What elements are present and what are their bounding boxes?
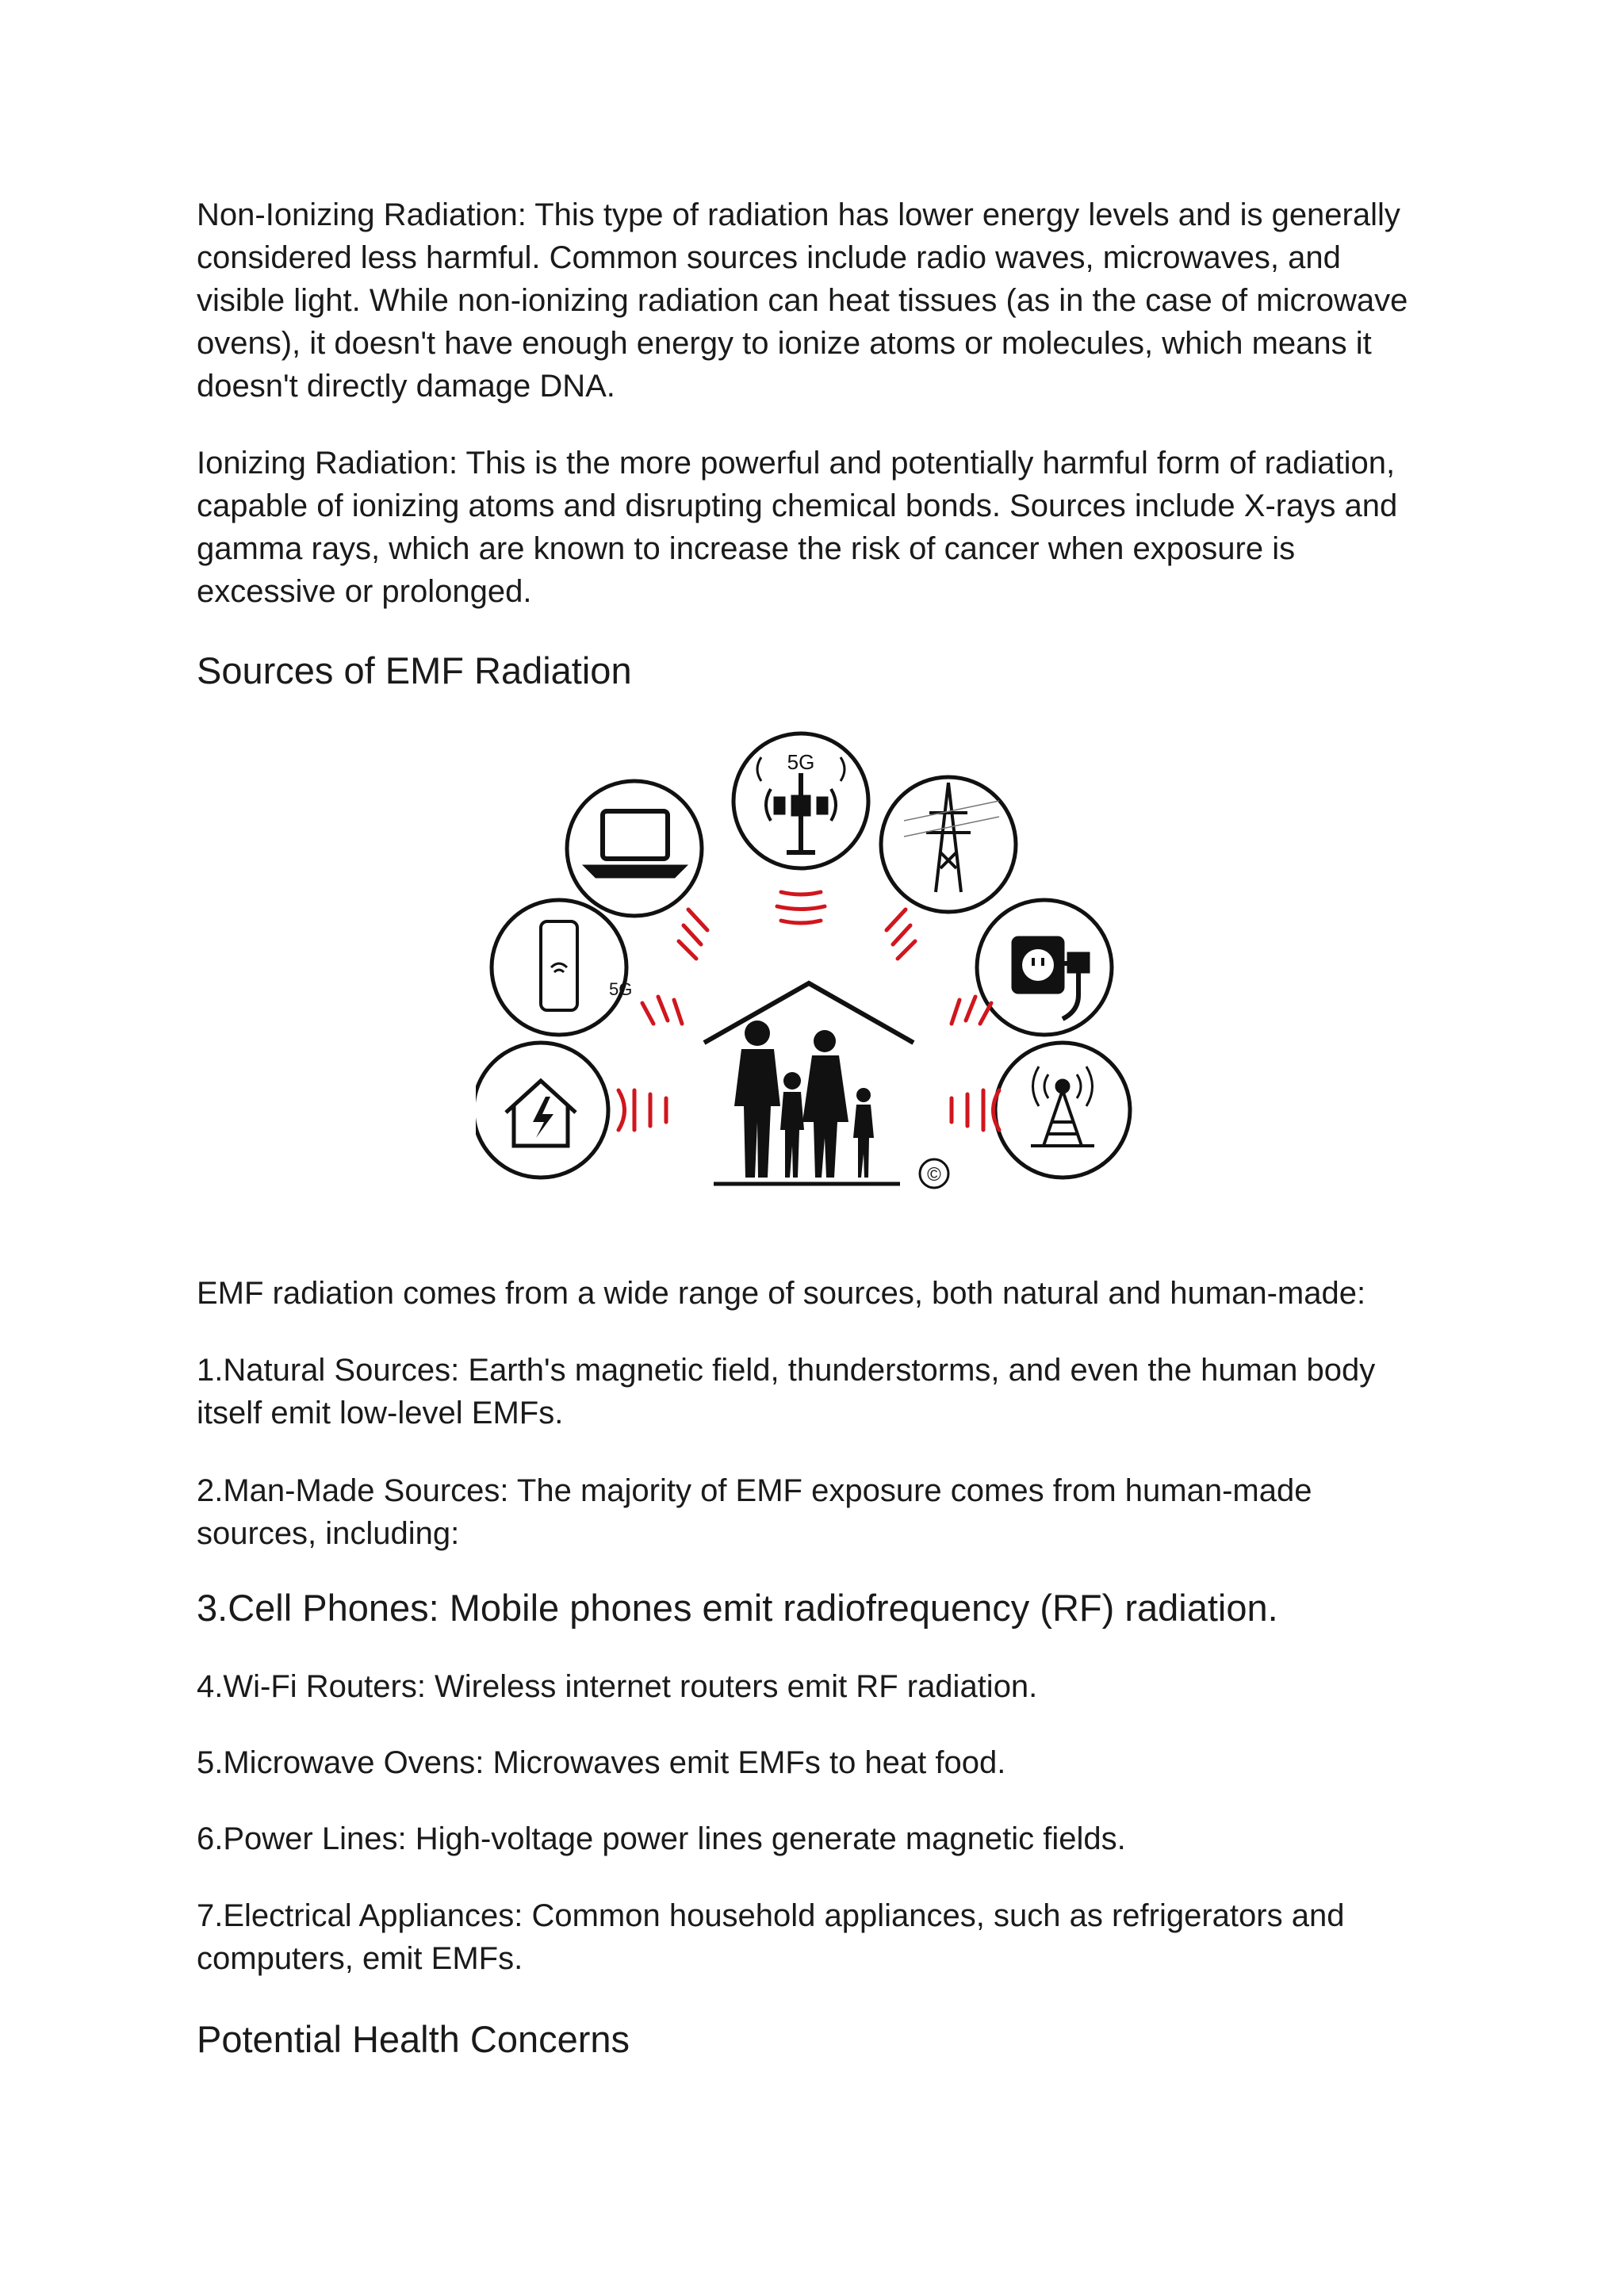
list-item-3: 3.Cell Phones: Mobile phones emit radiofrequency (RF) radiation. <box>197 1587 1278 1629</box>
heading-health-concerns: Potential Health Concerns <box>197 2018 630 2060</box>
list-item-2: 2.Man-Made Sources: The majority of EMF exposure comes from human-made sources, including: <box>197 1473 1312 1551</box>
power-line-tower-icon <box>881 777 1016 912</box>
laptop-icon <box>567 781 702 916</box>
list-item-6: 6.Power Lines: High-voltage power lines generate magnetic fields. <box>197 1821 1126 1856</box>
power-outlet-icon <box>977 900 1112 1035</box>
list-item-7: 7.Electrical Appliances: Common household appliances, such as refrigerators and computers, emit EMFs. <box>197 1898 1345 1976</box>
5g-phone-label: 5G <box>609 979 633 999</box>
paragraph-ionizing: Ionizing Radiation: This is the more powerful and potentially harmful form of radiation, capable of ionizing atoms and disrupting chemical bonds. Sources include X-rays and gamma rays, which are known to increase the risk of cancer when exposure is excessive or prolonged. <box>197 446 1398 609</box>
paragraph-sources-intro: EMF radiation comes from a wide range of sources, both natural and human-made: <box>197 1276 1366 1311</box>
paragraph-non-ionizing: Non-Ionizing Radiation: This type of radiation has lower energy levels and is generally considered less harmful. Common sources include radio waves, microwaves, and visible light. While non-ionizing radiation can heat tissues (as in the case of microwave ovens), it doesn't have enough energy to ionize atoms or molecules, which means it doesn't directly damage DNA. <box>197 197 1408 404</box>
5g-tower-label: 5G <box>787 750 815 774</box>
cell-tower-icon <box>995 1043 1130 1178</box>
list-item-4: 4.Wi-Fi Routers: Wireless internet routers emit RF radiation. <box>197 1669 1038 1704</box>
list-item-5: 5.Microwave Ovens: Microwaves emit EMFs to heat food. <box>197 1745 1006 1780</box>
family-house-icon <box>704 983 914 1184</box>
list-item-1: 1.Natural Sources: Earth's magnetic field, thunderstorms, and even the human body itself emit low-level EMFs. <box>197 1353 1376 1430</box>
copyright-symbol: © <box>927 1164 941 1185</box>
house-electricity-icon <box>476 1043 608 1178</box>
smartphone-icon <box>492 900 626 1035</box>
heading-sources: Sources of EMF Radiation <box>197 649 632 691</box>
emf-sources-illustration <box>476 726 1142 1201</box>
